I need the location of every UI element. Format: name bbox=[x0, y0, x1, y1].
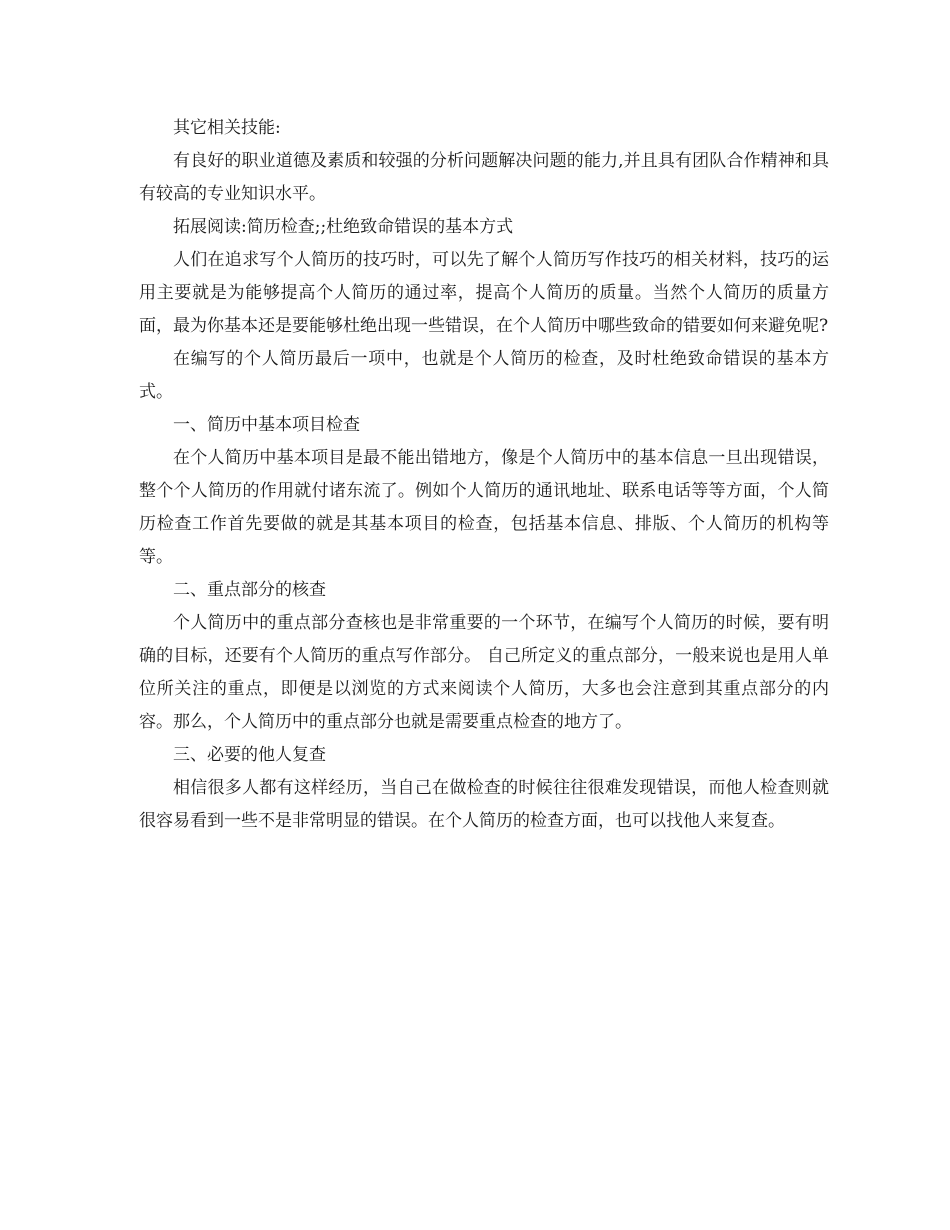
document-body bbox=[139, 112, 829, 838]
paragraph-peer-review: 相信很多人都有这样经历，当自己在做检查的时候往往很难发现错误，而他人检查则就很容易看到一些不是非常明显的错误。在个人简历的检查方面，也可以找他人来复查。 bbox=[139, 778, 829, 831]
paragraph-extended-reading-heading: 拓展阅读:简历检查;;杜绝致命错误的基本方式 bbox=[173, 217, 514, 237]
section-heading-basic-items: 一、简历中基本项目检查 bbox=[173, 415, 360, 435]
paragraph-intro: 人们在追求写个人简历的技巧时，可以先了解个人简历写作技巧的相关材料，技巧的运用主要就是为能够提高个人简历的通过率，提高个人简历的质量。当然个人简历的质量方面，最为你基本还是要能够杜绝出现一些错误，在个人简历中哪些致命的错要如何来避免呢? bbox=[139, 250, 829, 336]
section-heading-key-parts: 二、重点部分的核查 bbox=[173, 580, 326, 600]
paragraph-other-skills: 有良好的职业道德及素质和较强的分析问题解决问题的能力,并且具有团队合作精神和具有较高的专业知识水平。 bbox=[139, 151, 829, 204]
paragraph-check-overview: 在编写的个人简历最后一项中，也就是个人简历的检查，及时杜绝致命错误的基本方式。 bbox=[139, 349, 829, 402]
section-heading-peer-review: 三、必要的他人复查 bbox=[173, 745, 326, 765]
paragraph-basic-items: 在个人简历中基本项目是最不能出错地方，像是个人简历中的基本信息一旦出现错误，整个个人简历的作用就付诸东流了。例如个人简历的通讯地址、联系电话等等方面，个人简历检查工作首先要做的就是其基本项目的检查，包括基本信息、排版、个人简历的机构等等。 bbox=[139, 448, 829, 567]
paragraph-other-skills-heading: 其它相关技能: bbox=[173, 118, 281, 138]
paragraph-key-parts: 个人简历中的重点部分查核也是非常重要的一个环节，在编写个人简历的时候，要有明确的目标，还要有个人简历的重点写作部分。 自己所定义的重点部分，一般来说也是用人单位所关注的重点，即便是以浏览的方式来阅读个人简历，大多也会注意到其重点部分的内容。那么，个人简历中的重点部分也就是需要重点检查的地方了。 bbox=[139, 613, 829, 732]
